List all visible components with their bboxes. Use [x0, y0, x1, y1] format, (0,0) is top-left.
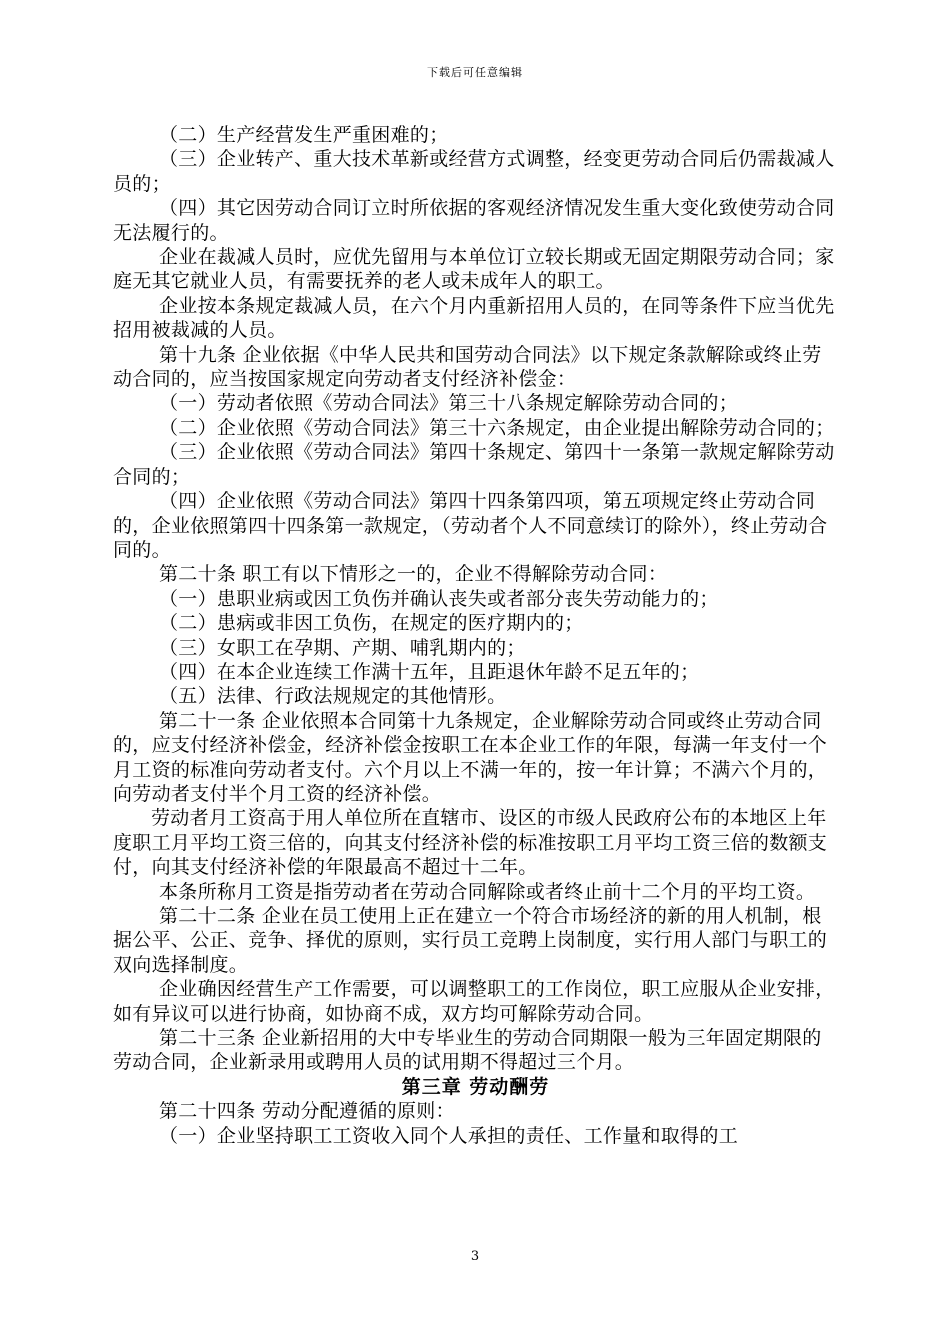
paragraph: 企业按本条规定裁减人员，在六个月内重新招用人员的，在同等条件下应当优先招用被裁减的人员。 — [113, 294, 835, 342]
article-22: 第二十二条 企业在员工使用上正在建立一个符合市场经济的新的用人机制，根据公平、公正、竞争、择优的原则，实行员工竞聘上岗制度，实行用人部门与职工的双向选择制度。 — [113, 905, 828, 976]
paragraph: （一）劳动者依照《劳动合同法》第三十八条规定解除劳动合同的； — [159, 392, 739, 415]
paragraph: （四）企业依照《劳动合同法》第四十四条第四项，第五项规定终止劳动合同的，企业依照第四十四条第一款规定，（劳动者个人不同意续订的除外），终止劳动合同的。 — [113, 490, 828, 561]
paragraph: 劳动者月工资高于用人单位所在直辖市、设区的市级人民政府公布的本地区上年度职工月平均工资三倍的，向其支付经济补偿的标准按职工月平均工资三倍的数额支付，向其支付经济补偿的年限最高不超过十二年。 — [113, 807, 828, 879]
paragraph: （四）其它因劳动合同订立时所依据的客观经济情况发生重大变化致使劳动合同无法履行的。 — [113, 197, 835, 244]
article-23: 第二十三条 企业新招用的大中专毕业生的劳动合同期限一般为三年固定期限的劳动合同，企业新录用或聘用人员的试用期不得超过三个月。 — [113, 1027, 822, 1074]
paragraph: （一）患职业病或因工负伤并确认丧失或者部分丧失劳动能力的； — [159, 587, 719, 610]
article-20: 第二十条 职工有以下情形之一的，企业不得解除劳动合同： — [159, 563, 668, 586]
page-number: 3 — [470, 1249, 480, 1264]
document-body — [113, 123, 838, 1148]
article-19: 第十九条 企业依据《中华人民共和国劳动合同法》以下规定条款解除或终止劳动合同的，应当按国家规定向劳动者支付经济补偿金： — [113, 343, 822, 391]
article-21: 第二十一条 企业依照本合同第十九条规定，企业解除劳动合同或终止劳动合同的，应支付经济补偿金，经济补偿金按职工在本企业工作的年限，每满一年支付一个月工资的标准向劳动者支付。六个月以上不满一年的，按一年计算；不满六个月的，向劳动者支付半个月工资的经济补偿。 — [113, 709, 828, 805]
paragraph: （二）患病或非因工负伤，在规定的医疗期内的； — [159, 612, 584, 635]
page-header: 下载后可任意编辑 — [427, 66, 523, 79]
article-24: 第二十四条 劳动分配遵循的原则： — [159, 1100, 455, 1123]
paragraph: （三）企业转产、重大技术革新或经营方式调整，经变更劳动合同后仍需裁减人员的； — [113, 148, 835, 195]
paragraph: （三）女职工在孕期、产期、哺乳期内的； — [159, 636, 526, 659]
paragraph: （四）在本企业连续工作满十五年，且距退休年龄不足五年的； — [159, 660, 700, 683]
paragraph: （一）企业坚持职工工资收入同个人承担的责任、工作量和取得的工 — [159, 1124, 739, 1147]
paragraph: （五）法律、行政法规规定的其他情形。 — [159, 685, 507, 708]
chapter-heading: 第三章 劳动酬劳 — [401, 1075, 550, 1098]
paragraph: （二）企业依照《劳动合同法》第三十六条规定，由企业提出解除劳动合同的； — [159, 416, 835, 439]
paragraph: （三）企业依照《劳动合同法》第四十条规定、第四十一条第一款规定解除劳动合同的； — [113, 441, 835, 488]
paragraph: （二）生产经营发生严重困难的； — [159, 124, 449, 146]
paragraph: 企业在裁减人员时，应优先留用与本单位订立较长期或无固定期限劳动合同；家庭无其它就业人员，有需要抚养的老人或未成年人的职工。 — [113, 246, 835, 293]
paragraph: 本条所称月工资是指劳动者在劳动合同解除或者终止前十二个月的平均工资。 — [159, 880, 816, 903]
paragraph: 企业确因经营生产工作需要，可以调整职工的工作岗位，职工应服从企业安排，如有异议可以进行协商，如协商不成，双方均可解除劳动合同。 — [113, 978, 835, 1025]
